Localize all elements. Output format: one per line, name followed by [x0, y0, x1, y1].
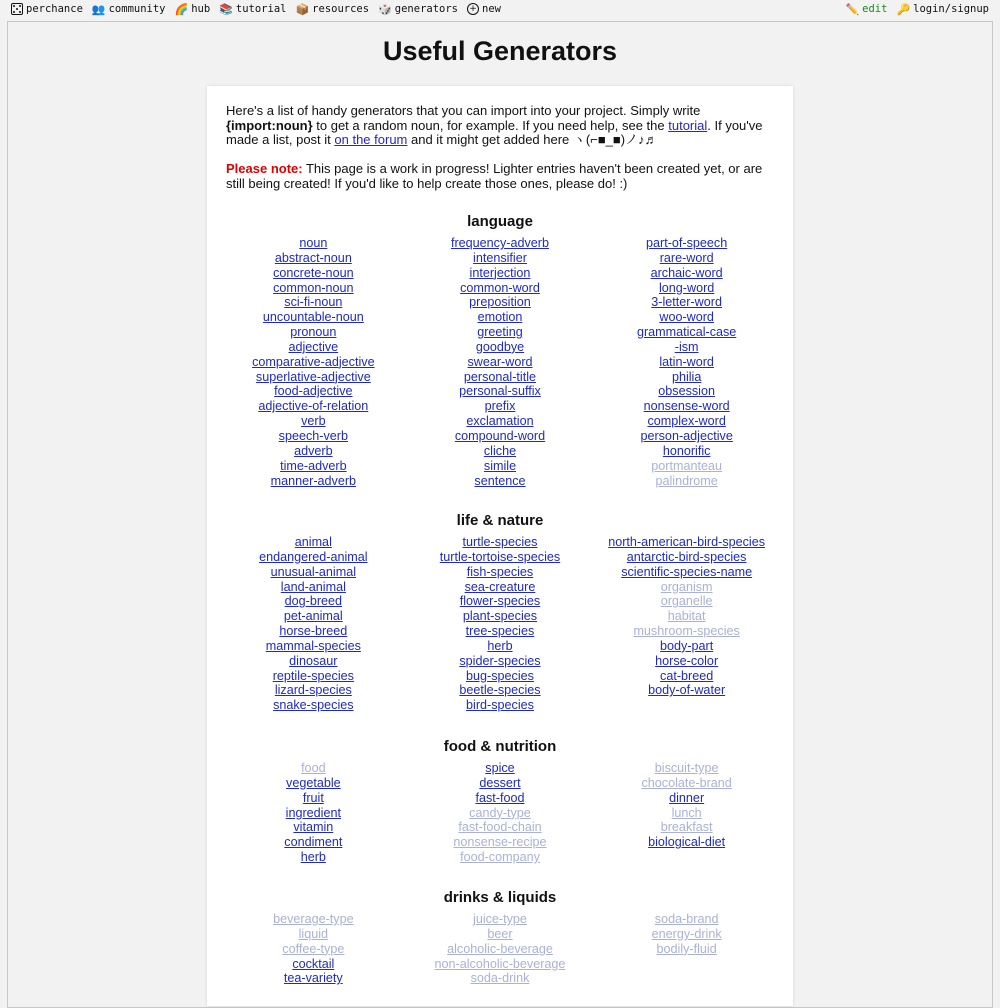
generator-link-energy-drink[interactable]: energy-drink: [651, 926, 722, 941]
generator-link-greeting[interactable]: greeting: [477, 325, 523, 340]
generator-link-frequency-adverb[interactable]: frequency-adverb: [450, 236, 549, 250]
generator-link-fast-food-chain[interactable]: fast-food-chain: [458, 820, 542, 835]
nav-community[interactable]: [92, 3, 166, 15]
generator-link-cocktail[interactable]: cocktail: [292, 956, 335, 971]
rainbow-icon: 🌈: [174, 2, 189, 16]
generator-link-emotion[interactable]: emotion: [477, 310, 523, 325]
generator-column: [593, 535, 780, 713]
generator-column: [407, 236, 594, 488]
generator-column: [220, 912, 407, 986]
intro-text-2: to get a random noun, for example. If you need help, see the: [312, 117, 669, 133]
nav-login-label: login/signup: [913, 3, 989, 15]
pencil-icon: ✏️: [845, 2, 860, 16]
generator-link-lunch[interactable]: lunch: [671, 805, 702, 820]
generator-column: [407, 912, 594, 986]
generator-link-pet-animal[interactable]: pet-animal: [283, 609, 343, 624]
generator-link-herb[interactable]: herb: [487, 638, 513, 653]
generator-link-noun[interactable]: noun: [299, 236, 328, 250]
dice-icon: 🎲: [378, 2, 392, 16]
top-nav: [0, 0, 1000, 20]
generator-link-horse-color[interactable]: horse-color: [655, 653, 719, 668]
generator-link-manner-adverb[interactable]: manner-adverb: [270, 473, 357, 488]
generator-link-bug-species[interactable]: bug-species: [466, 668, 534, 683]
generator-link-nonsense-recipe[interactable]: nonsense-recipe: [453, 835, 547, 850]
generator-link-grammatical-case[interactable]: grammatical-case: [636, 325, 737, 340]
generator-link-dog-breed[interactable]: dog-breed: [284, 594, 343, 609]
generator-link-body-part[interactable]: body-part: [660, 638, 714, 653]
generator-link-fruit[interactable]: fruit: [302, 790, 324, 805]
note-label: Please note:: [226, 161, 303, 176]
generator-link-rare-word[interactable]: rare-word: [659, 250, 714, 265]
generator-link-pronoun[interactable]: pronoun: [290, 325, 337, 340]
generator-link-organelle[interactable]: organelle: [660, 594, 713, 609]
generator-link-endangered-animal[interactable]: endangered-animal: [259, 549, 368, 564]
generator-link-adjective[interactable]: adjective: [288, 339, 339, 354]
generator-link-part-of-speech[interactable]: part-of-speech: [646, 236, 728, 250]
generator-link-exclamation[interactable]: exclamation: [466, 414, 534, 429]
generator-link-prefix[interactable]: prefix: [484, 399, 516, 414]
generator-link-uncountable-noun[interactable]: uncountable-noun: [262, 310, 364, 325]
import-code-example: {import:noun}: [226, 117, 313, 133]
generator-link-bodily-fluid[interactable]: bodily-fluid: [656, 941, 717, 956]
generator-link-adjective-of-relation[interactable]: adjective-of-relation: [258, 399, 369, 414]
generator-link-3-letter-word[interactable]: 3-letter-word: [651, 295, 722, 310]
generator-link-candy-type[interactable]: candy-type: [469, 805, 531, 820]
generator-link-preposition[interactable]: preposition: [469, 295, 531, 310]
generator-link-long-word[interactable]: long-word: [658, 280, 715, 295]
generator-link-chocolate-brand[interactable]: chocolate-brand: [641, 775, 732, 790]
generator-link-obsession[interactable]: obsession: [658, 384, 715, 399]
page-title: Useful Generators: [382, 36, 618, 66]
generator-link-dinner[interactable]: dinner: [669, 790, 705, 805]
generator-link-body-of-water[interactable]: body-of-water: [648, 683, 726, 698]
generator-link-verb[interactable]: verb: [301, 414, 326, 429]
generator-link-tea-variety[interactable]: tea-variety: [283, 971, 343, 986]
plus-circle-icon: +: [467, 3, 479, 15]
generator-link-turtle-tortoise-species[interactable]: turtle-tortoise-species: [439, 549, 561, 564]
generator-column: [220, 236, 407, 488]
generator-link-coffee-type[interactable]: coffee-type: [282, 941, 345, 956]
nav-login[interactable]: [896, 3, 989, 15]
work-in-progress-note: [226, 162, 776, 191]
generator-link-compound-word[interactable]: compound-word: [454, 428, 546, 443]
generator-link-concrete-noun[interactable]: concrete-noun: [273, 265, 354, 280]
generator-link-lizard-species[interactable]: lizard-species: [274, 683, 352, 698]
generator-link-biological-diet[interactable]: biological-diet: [648, 835, 726, 850]
generator-link-archaic-word[interactable]: archaic-word: [650, 265, 723, 280]
nav-resources-label: resources: [312, 3, 370, 15]
generator-link-fast-food[interactable]: fast-food: [475, 790, 525, 805]
generator-link-antarctic-bird-species[interactable]: antarctic-bird-species: [626, 549, 747, 564]
generator-link-flower-species[interactable]: flower-species: [459, 594, 541, 609]
generator-link-alcoholic-beverage[interactable]: alcoholic-beverage: [447, 941, 553, 956]
generator-column: [407, 535, 594, 713]
generator-link-food[interactable]: food: [301, 761, 326, 775]
generator-link-superlative-adjective[interactable]: superlative-adjective: [255, 369, 371, 384]
generator-link-spider-species[interactable]: spider-species: [459, 653, 541, 668]
generator-link-dinosaur[interactable]: dinosaur: [289, 653, 338, 668]
generator-link-swear-word[interactable]: swear-word: [467, 354, 533, 369]
generator-link-plant-species[interactable]: plant-species: [462, 609, 538, 624]
generator-link-intensifier[interactable]: intensifier: [473, 250, 527, 265]
books-icon: 📚: [219, 2, 233, 16]
generator-link-philia[interactable]: philia: [671, 369, 702, 384]
generator-link-sentence[interactable]: sentence: [474, 473, 526, 488]
generator-link-interjection[interactable]: interjection: [469, 265, 531, 280]
die-icon: [11, 3, 23, 15]
generator-link-snake-species[interactable]: snake-species: [273, 698, 354, 713]
section-columns-language: [220, 236, 780, 488]
nav-tutorial-label: tutorial: [235, 3, 287, 15]
note-text: This page is a work in progress! Lighter entries haven't been created yet, or are still being created! If you'd like to help create those ones, please do! :): [226, 161, 763, 191]
nav-right-group: [845, 3, 989, 15]
generator-column: [593, 236, 780, 488]
generator-column: [407, 761, 594, 865]
generator-link-portmanteau[interactable]: portmanteau: [651, 458, 722, 473]
generator-link-food-company[interactable]: food-company: [460, 850, 540, 865]
generator-link-herb[interactable]: herb: [300, 850, 326, 865]
generator-link-vitamin[interactable]: vitamin: [293, 820, 334, 835]
intro-text-1: Here's a list of handy generators that you can import into your project. Simply write: [226, 103, 701, 118]
generator-link-woo-word[interactable]: woo-word: [659, 310, 714, 325]
generator-link-simile[interactable]: simile: [483, 458, 517, 473]
generator-link-vegetable[interactable]: vegetable: [286, 775, 341, 790]
generator-link-biscuit-type[interactable]: biscuit-type: [654, 761, 719, 775]
generator-link-land-animal[interactable]: land-animal: [280, 579, 346, 594]
section-columns-life-nature: [220, 535, 780, 713]
section-title-language: language: [467, 213, 533, 230]
generator-link-fish-species[interactable]: fish-species: [466, 564, 534, 579]
section-title-life-nature: life & nature: [456, 512, 544, 529]
generator-link-goodbye[interactable]: goodbye: [475, 339, 525, 354]
section-title-drinks-liquids: drinks & liquids: [443, 889, 557, 906]
intro-text-4: and it might get added here ヽ(⌐■_■)ノ♪♬: [407, 132, 658, 148]
content-card: [207, 86, 793, 1006]
generator-link-cat-breed[interactable]: cat-breed: [660, 668, 714, 683]
generator-column: [220, 535, 407, 713]
generator-link-speech-verb[interactable]: speech-verb: [278, 428, 348, 443]
generator-link-north-american-bird-species[interactable]: north-american-bird-species: [608, 535, 766, 549]
section-title-food-nutrition: food & nutrition: [443, 738, 557, 755]
generator-link-nonsense-word[interactable]: nonsense-word: [643, 399, 730, 414]
generator-link-sea-creature[interactable]: sea-creature: [464, 579, 536, 594]
generator-link-beetle-species[interactable]: beetle-species: [459, 683, 541, 698]
generator-link-common-noun[interactable]: common-noun: [273, 280, 354, 295]
nav-new-label: new: [482, 3, 501, 15]
generator-link-time-adverb[interactable]: time-adverb: [280, 458, 347, 473]
nav-tutorial[interactable]: [219, 3, 286, 15]
nav-community-label: community: [108, 3, 166, 15]
people-icon: 👥: [91, 2, 106, 16]
generator-link-habitat[interactable]: habitat: [667, 609, 706, 624]
generator-link-turtle-species[interactable]: turtle-species: [462, 535, 538, 549]
generator-link-animal[interactable]: animal: [294, 535, 332, 549]
nav-perchance-label: perchance: [26, 3, 83, 15]
intro-text-3: . If you've made a list, post it: [226, 117, 763, 148]
generator-link-ism[interactable]: -ism: [674, 339, 699, 354]
generator-link-scientific-species-name[interactable]: scientific-species-name: [621, 564, 753, 579]
nav-generators[interactable]: [378, 3, 458, 15]
generator-link-soda-brand[interactable]: soda-brand: [654, 912, 719, 926]
generator-link-organism[interactable]: organism: [660, 579, 713, 594]
generator-link-dessert[interactable]: dessert: [479, 775, 521, 790]
key-icon: 🔑: [896, 2, 911, 16]
generator-link-beverage-type[interactable]: beverage-type: [273, 912, 354, 926]
generator-link-ingredient[interactable]: ingredient: [285, 805, 341, 820]
generator-link-mammal-species[interactable]: mammal-species: [265, 638, 361, 653]
package-icon: 📦: [295, 2, 310, 16]
section-columns-drinks-liquids: [220, 912, 780, 986]
generator-link-soda-drink[interactable]: soda-drink: [470, 971, 530, 986]
generator-link-sci-fi-noun[interactable]: sci-fi-noun: [284, 295, 343, 310]
section-columns-food-nutrition: [220, 761, 780, 865]
generator-link-food-adjective[interactable]: food-adjective: [274, 384, 353, 399]
nav-resources[interactable]: [295, 3, 369, 15]
generator-link-common-word[interactable]: common-word: [460, 280, 540, 295]
generator-link-breakfast[interactable]: breakfast: [660, 820, 713, 835]
nav-edit-label: edit: [862, 3, 888, 15]
generator-link-mushroom-species[interactable]: mushroom-species: [633, 624, 740, 639]
generator-link-beer[interactable]: beer: [487, 926, 513, 941]
generator-link-spice[interactable]: spice: [485, 761, 515, 775]
nav-generators-label: generators: [394, 3, 458, 15]
generator-link-comparative-adjective[interactable]: comparative-adjective: [252, 354, 375, 369]
generator-link-reptile-species[interactable]: reptile-species: [272, 668, 354, 683]
generator-column: [220, 761, 407, 865]
nav-edit[interactable]: [845, 3, 887, 15]
nav-hub-label: hub: [191, 3, 211, 15]
intro-paragraph: [226, 104, 776, 148]
generator-link-latin-word[interactable]: latin-word: [659, 354, 714, 369]
generator-link-juice-type[interactable]: juice-type: [473, 912, 527, 926]
generator-link-person-adjective[interactable]: person-adjective: [640, 428, 733, 443]
generator-link-complex-word[interactable]: complex-word: [647, 414, 726, 429]
generator-link-unusual-animal[interactable]: unusual-animal: [270, 564, 357, 579]
generator-link-abstract-noun[interactable]: abstract-noun: [274, 250, 352, 265]
nav-perchance[interactable]: [11, 3, 83, 15]
generator-link-adverb[interactable]: adverb: [294, 443, 333, 458]
generator-column: [593, 912, 780, 986]
nav-new[interactable]: [467, 3, 501, 15]
tutorial-link[interactable]: tutorial: [668, 117, 708, 133]
generator-link-honorific[interactable]: honorific: [662, 443, 711, 458]
generator-link-tree-species[interactable]: tree-species: [465, 624, 535, 639]
generator-link-non-alcoholic-beverage[interactable]: non-alcoholic-beverage: [434, 956, 566, 971]
generator-link-horse-breed[interactable]: horse-breed: [279, 624, 348, 639]
generator-link-liquid[interactable]: liquid: [298, 926, 329, 941]
generator-link-cliche[interactable]: cliche: [483, 443, 517, 458]
generator-link-personal-title[interactable]: personal-title: [463, 369, 537, 384]
generator-link-bird-species[interactable]: bird-species: [466, 698, 534, 713]
generator-link-condiment[interactable]: condiment: [284, 835, 343, 850]
nav-hub[interactable]: [175, 3, 211, 15]
generator-link-palindrome[interactable]: palindrome: [655, 473, 718, 488]
forum-link[interactable]: on the forum: [334, 132, 408, 148]
generator-link-personal-suffix[interactable]: personal-suffix: [459, 384, 541, 399]
nav-left-group: [11, 3, 501, 15]
generator-column: [593, 761, 780, 865]
